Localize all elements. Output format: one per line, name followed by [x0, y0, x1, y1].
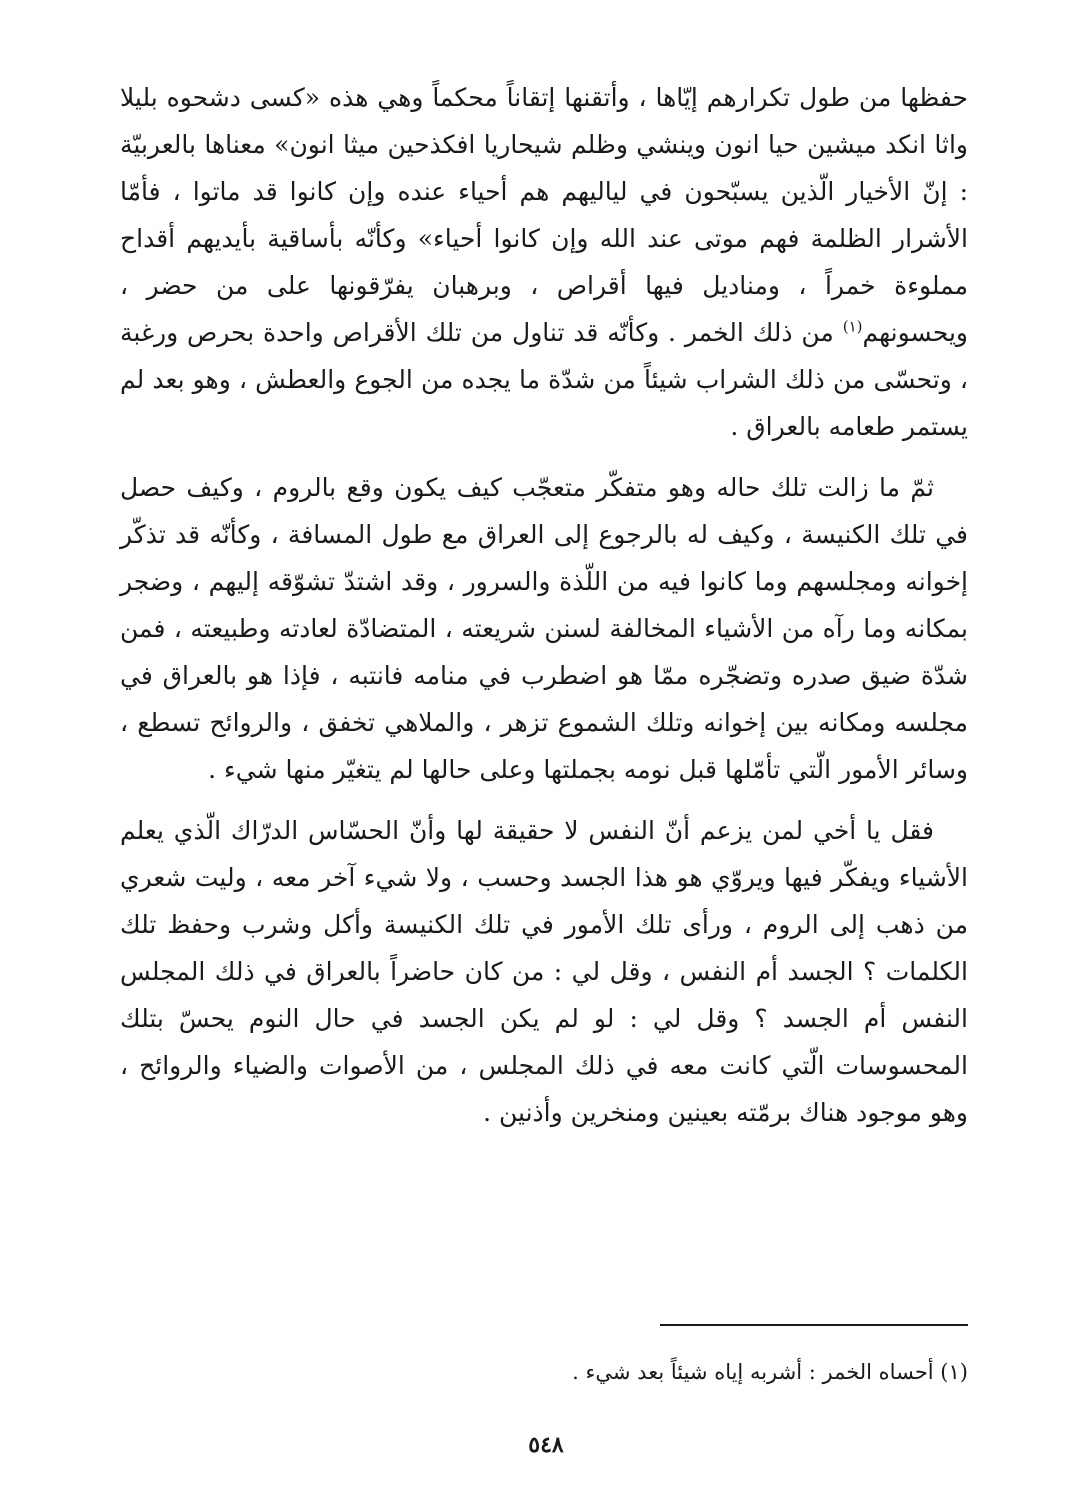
main-text — [120, 74, 968, 1150]
footnote-divider — [660, 1324, 968, 1326]
footnote: (١) أحساه الخمر : أشربه إياه شيئاً بعد شيء . — [572, 1360, 968, 1384]
paragraph-3: فقل يا أخي لمن يزعم أنّ النفس لا حقيقة لها وأنّ الحسّاس الدرّاك الّذي يعلم الأشياء ويفكّر فيها ويروّي هو هذا الجسد وحسب ، ولا شيء آخر معه ، وليت شعري من ذهب إلى الروم ، ورأى تلك الأمور في تلك الكنيسة وأكل وشرب وحفظ تلك الكلمات ؟ الجسد أم النفس ، وقل لي : من كان حاضراً بالعراق في ذلك المجلس النفس أم الجسد ؟ وقل لي : لو لم يكن الجسد في حال النوم يحسّ بتلك المحسوسات الّتي كانت معه في ذلك المجلس ، من الأصوات والضياء والروائح ، وهو موجود هناك برمّته بعينين ومنخرين وأذنين . — [120, 816, 968, 1127]
paragraph-1 — [120, 74, 968, 450]
footnote-reference: (١) — [842, 317, 863, 336]
paragraph-1-text-start: حفظها من طول تكرارهم إيّاها ، وأتقنها إتقاناً محكماً وهي هذه «كسى دشحوه بليلا واثا انكد ميشين حيا انون وينشي وظلم شيحاريا افكذحين ميثا انون» معناها بالعربيّة : إنّ الأخيار الّذين يسبّحون في لياليهم هم أحياء عنده وإن كانوا قد ماتوا ، فأمّا الأشرار الظلمة فهم موتى عند الله وإن كانوا أحياء» وكأنّه بأساقية بأيديهم أقداح مملوءة خمراً ، ومناديل فيها أقراص ، وبرهبان يفرّقونها على من حضر ، ويحسونهم — [120, 83, 968, 347]
page-number: ٥٤٨ — [528, 1432, 564, 1458]
paragraph-2: ثمّ ما زالت تلك حاله وهو متفكّر متعجّب كيف يكون وقع بالروم ، وكيف حصل في تلك الكنيسة ، وكيف له بالرجوع إلى العراق مع طول المسافة ، وكأنّه قد تذكّر إخوانه ومجلسهم وما كانوا فيه من اللّذة والسرور ، وقد اشتدّ تشوّقه إليهم ، وضجر بمكانه وما رآه من الأشياء المخالفة لسنن شريعته ، المتضادّة لعادته وطبيعته ، فمن شدّة ضيق صدره وتضجّره ممّا هو اضطرب في منامه فانتبه ، فإذا هو بالعراق في مجلسه ومكانه بين إخوانه وتلك الشموع تزهر ، والملاهي تخفق ، والروائح تسطع ، وسائر الأمور الّتي تأمّلها قبل نومه بجملتها وعلى حالها لم يتغيّر منها شيء . — [120, 473, 968, 784]
paragraph-1-text-end: من ذلك الخمر . وكأنّه قد تناول من تلك الأقراص واحدة بحرص ورغبة ، وتحسّى من ذلك الشراب شيئاً من شدّة ما يجده من الجوع والعطش ، وهو بعد لم يستمر طعامه بالعراق . — [120, 318, 968, 441]
